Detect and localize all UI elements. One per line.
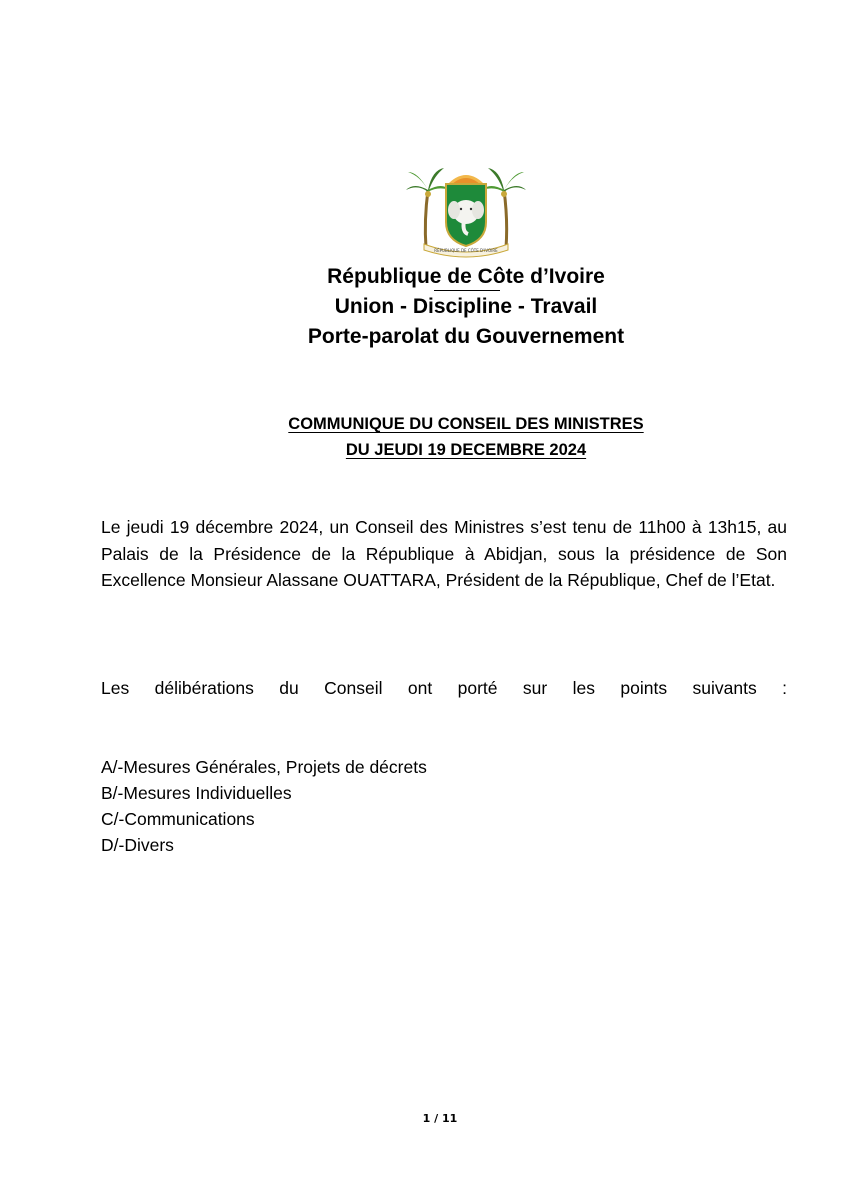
title-line-1: COMMUNIQUE DU CONSEIL DES MINISTRES — [288, 415, 644, 433]
deliberations-paragraph: Les délibérations du Conseil ont porté sur les points suivants : — [101, 678, 787, 698]
page-number: 1 / 11 — [422, 1112, 458, 1125]
shield-icon — [446, 184, 486, 246]
list-item: B/-Mesures Individuelles — [101, 783, 292, 803]
issuing-office: Porte-parolat du Gouvernement — [307, 325, 625, 348]
header-rule — [434, 290, 500, 291]
header-block — [0, 262, 848, 352]
list-item: D/-Divers — [101, 835, 174, 855]
left-palm-icon — [406, 168, 450, 248]
intro-paragraph: Le jeudi 19 décembre 2024, un Conseil des Ministres s’est tenu de 11h00 à 13h15, au Palais de la Présidence de la République à Abidjan, sous la présidence de Son Excellence Monsieur Alassane OUATTARA, Président de la République, Chef de l’Etat. — [101, 517, 787, 590]
national-motto: Union - Discipline - Travail — [334, 295, 598, 318]
coat-of-arms-icon — [404, 160, 528, 258]
list-item: C/-Communications — [101, 809, 255, 829]
title-line-2: DU JEUDI 19 DECEMBRE 2024 — [345, 441, 587, 459]
list-item: A/-Mesures Générales, Projets de décrets — [101, 757, 427, 777]
communique-title — [0, 411, 848, 463]
ribbon-text: RÉPUBLIQUE DE CÔTE D'IVOIRE — [434, 248, 498, 253]
right-palm-icon — [482, 168, 526, 248]
agenda-list — [101, 754, 427, 858]
country-name: République de Côte d’Ivoire — [327, 265, 605, 288]
